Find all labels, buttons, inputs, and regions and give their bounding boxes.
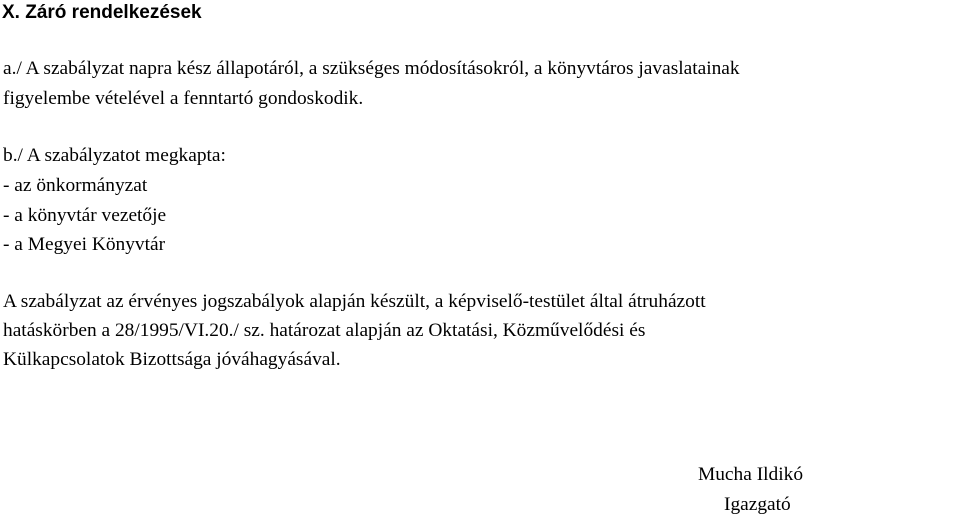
- signature-title: Igazgató: [724, 494, 791, 515]
- recipient-item: - a könyvtár vezetője: [3, 205, 167, 226]
- paragraph-c-line-2: hatáskörben a 28/1995/VI.20./ sz. határozat alapján az Oktatási, Közművelődési és: [3, 320, 646, 341]
- paragraph-c-line-3: Külkapcsolatok Bizottsága jóváhagyásával.: [3, 349, 341, 370]
- recipient-item: - az önkormányzat: [3, 175, 148, 196]
- section-heading: X. Záró rendelkezések: [2, 2, 202, 23]
- paragraph-a-line-2: figyelembe vételével a fenntartó gondoskodik.: [3, 88, 364, 109]
- recipient-item: - a Megyei Könyvtár: [3, 234, 166, 255]
- paragraph-a-line-1: a./ A szabályzat napra kész állapotáról, a szükséges módosításokról, a könyvtáros javaslatainak: [3, 58, 740, 79]
- paragraph-b-intro: b./ A szabályzatot megkapta:: [3, 145, 226, 166]
- paragraph-c-line-1: A szabályzat az érvényes jogszabályok alapján készült, a képviselő-testület által átruházott: [3, 291, 706, 312]
- signature-name: Mucha Ildikó: [698, 464, 804, 485]
